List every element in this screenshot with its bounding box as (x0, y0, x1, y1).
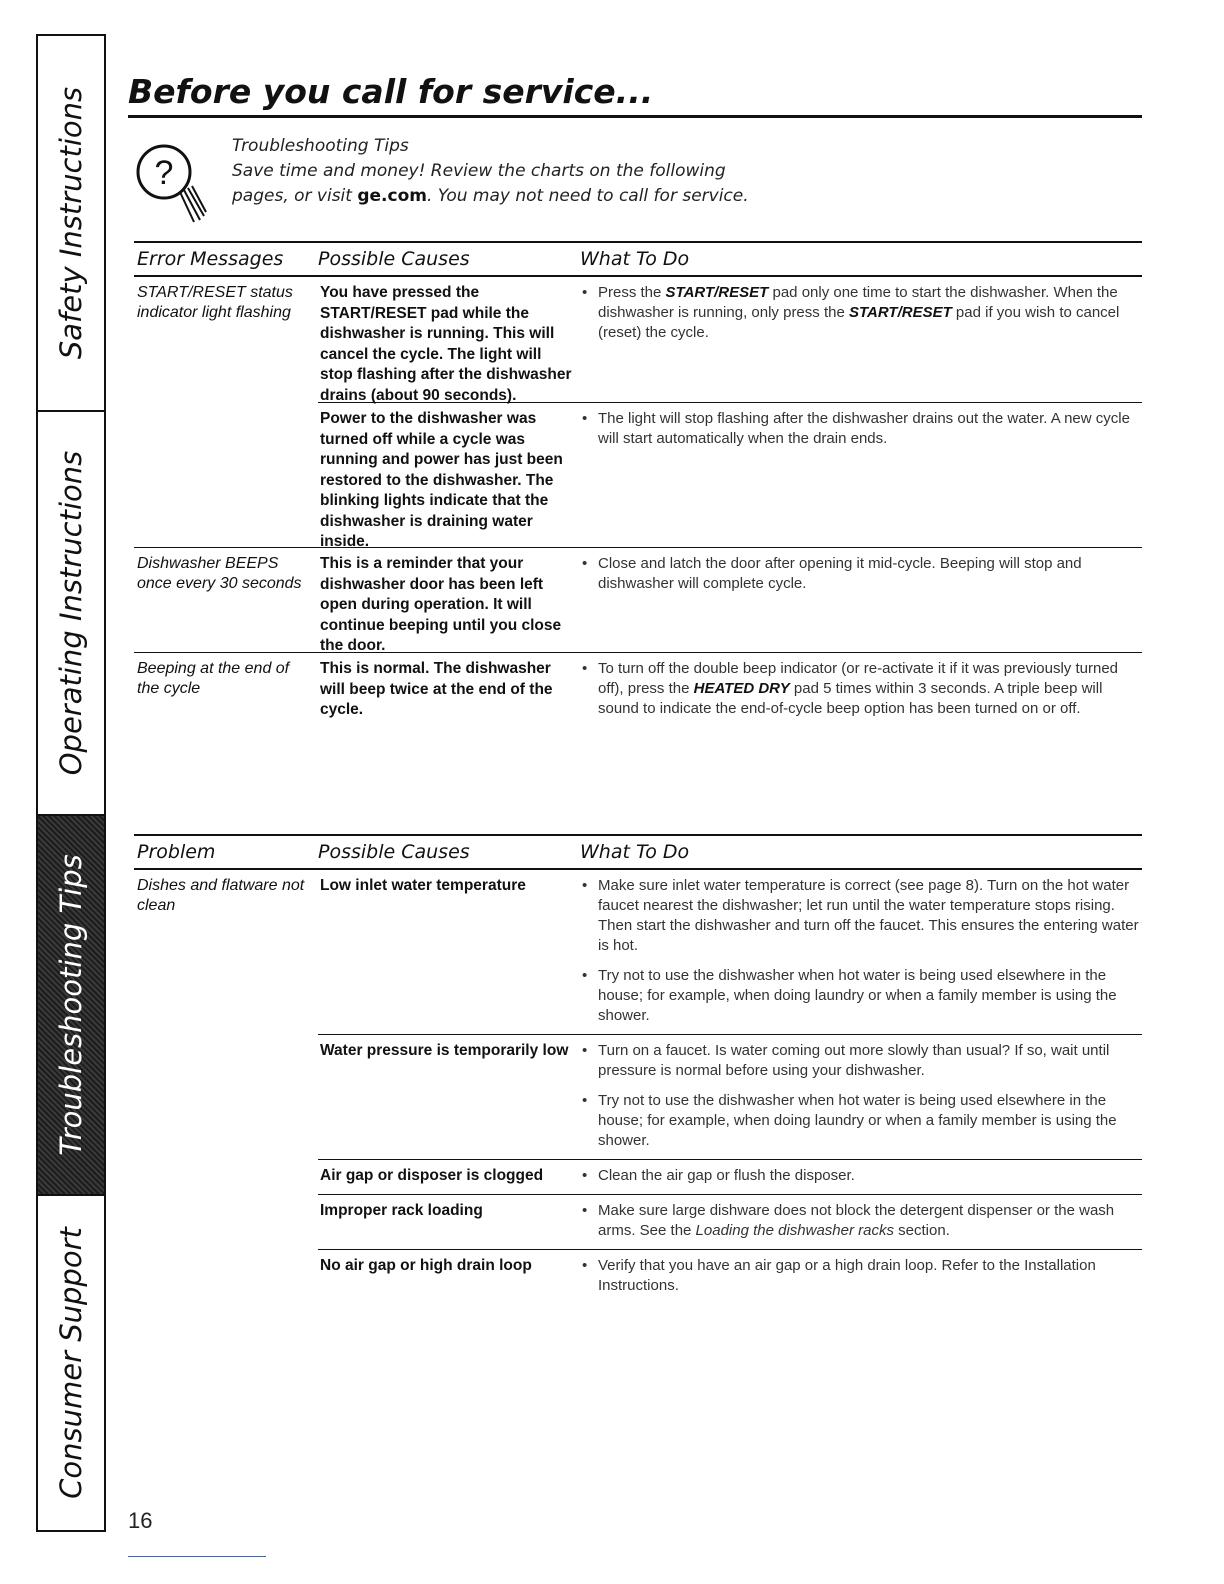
problem-group (134, 870, 1142, 1304)
tips-line-2: pages, or visit ge.com. You may not need to call for service. (232, 186, 749, 206)
bullet-text: Clean the air gap or flush the disposer. (598, 1167, 855, 1184)
tips-heading: Troubleshooting Tips (232, 136, 409, 156)
table-header (134, 834, 1142, 870)
problem-label: START/RESET status indicator light flashing (137, 284, 293, 321)
bullet-text: To turn off the double beep indicator (or re-activate it if it was previously turned off), press the (598, 660, 1118, 697)
problem-label: Dishes and flatware not clean (137, 877, 305, 914)
problem-group (134, 277, 1142, 548)
ge-link[interactable]: ge.com (357, 186, 427, 206)
column-header: Error Messages (137, 248, 284, 270)
column-header: Possible Causes (318, 841, 470, 863)
what-to-do (580, 403, 1142, 457)
column-header: Possible Causes (318, 248, 470, 270)
problem-group (134, 548, 1142, 653)
table-row (318, 1250, 1142, 1304)
bullet-item (580, 1256, 1142, 1296)
title-rule (128, 115, 1142, 118)
section-reference: Loading the dishwasher racks (695, 1222, 894, 1239)
pad-name: START/RESET (665, 284, 769, 301)
table-row (318, 548, 1142, 652)
possible-cause: Power to the dishwasher was turned off while a cycle was running and power has just been restored to the dishwasher. The blinking lights indicate that the dishwasher is draining water inside. (320, 410, 563, 550)
page-title: Before you call for service... (128, 72, 654, 111)
what-to-do (580, 870, 1142, 1034)
bullet-text: Verify that you have an air gap or a high drain loop. Refer to the Installation Instructions. (598, 1257, 1096, 1294)
bullet-text: Turn on a faucet. Is water coming out more slowly than usual? If so, wait until pressure is normal before using your dishwasher. (598, 1042, 1110, 1079)
footer-rule (128, 1556, 266, 1557)
tab-operating-instructions[interactable]: Operating Instructions (38, 412, 104, 816)
svg-text:?: ? (154, 154, 174, 192)
tab-consumer-support[interactable]: Consumer Support (54, 1227, 88, 1499)
problem-group (134, 653, 1142, 743)
what-to-do (580, 1250, 1142, 1304)
table-row (318, 653, 1142, 743)
what-to-do (580, 277, 1142, 351)
bullet-text: Try not to use the dishwasher when hot water is being used elsewhere in the house; for example, when doing laundry or when a family member is using the shower. (598, 967, 1117, 1024)
bullet-item (580, 1041, 1142, 1081)
pad-name: START/RESET (848, 304, 952, 321)
tab-safety-instructions[interactable]: Safety Instructions (38, 36, 104, 412)
table-header (134, 241, 1142, 277)
bullet-item (580, 1166, 1142, 1186)
bullet-item (580, 659, 1142, 719)
possible-cause: Low inlet water temperature (320, 877, 526, 894)
table-row (318, 870, 1142, 1035)
table-row (318, 277, 1142, 403)
possible-cause: Improper rack loading (320, 1202, 483, 1219)
what-to-do (580, 548, 1142, 602)
column-header: What To Do (580, 841, 690, 863)
problem-label: Dishwasher BEEPS once every 30 seconds (137, 555, 302, 592)
tips-line-1: Save time and money! Review the charts on the following (232, 161, 726, 181)
what-to-do (580, 1195, 1142, 1249)
bullet-text: Try not to use the dishwasher when hot water is being used elsewhere in the house; for example, when doing laundry or when a family member is using the shower. (598, 1092, 1117, 1149)
bullet-text: The light will stop flashing after the dishwasher drains out the water. A new cycle will start automatically when the drain ends. (598, 410, 1130, 447)
possible-cause: Air gap or disposer is clogged (320, 1167, 544, 1184)
tab-troubleshooting-tips[interactable]: Troubleshooting Tips (38, 816, 104, 1196)
bullet-text: pad if you wish to cancel (reset) the cycle. (598, 304, 1120, 341)
table-row (318, 1035, 1142, 1160)
column-header: What To Do (580, 248, 690, 270)
bullet-text: pad 5 times within 3 seconds. A triple beep will sound to indicate the end-of-cycle beep option has been turned on or off. (598, 680, 1103, 717)
what-to-do (580, 1160, 1142, 1194)
what-to-do (580, 1035, 1142, 1159)
question-help-icon (134, 142, 218, 232)
possible-cause: This is normal. The dishwasher will beep twice at the end of the cycle. (320, 660, 553, 718)
table-row (318, 1160, 1142, 1195)
possible-cause: You have pressed the START/RESET pad while the dishwasher is running. This will cancel the cycle. The light will stop flashing after the dishwasher drains (about 90 seconds). (320, 284, 572, 404)
possible-cause: Water pressure is temporarily low (320, 1042, 569, 1059)
bullet-text: Close and latch the door after opening it mid-cycle. Beeping will stop and dishwasher will complete cycle. (598, 555, 1082, 592)
page-number: 16 (128, 1508, 153, 1533)
what-to-do (580, 653, 1142, 727)
possible-cause: This is a reminder that your dishwasher door has been left open during operation. It will continue beeping until you close the door. (320, 555, 562, 654)
bullet-item (580, 876, 1142, 956)
problems-table (134, 834, 1142, 1304)
column-header: Problem (137, 841, 216, 863)
bullet-item (580, 966, 1142, 1026)
bullet-text: pad only one time to start the dishwasher. When the dishwasher is running, only press the (598, 284, 1118, 321)
bullet-item (580, 554, 1142, 594)
table-row (318, 403, 1142, 550)
bullet-item (580, 1201, 1142, 1241)
bullet-item (580, 409, 1142, 449)
possible-cause: No air gap or high drain loop (320, 1257, 532, 1274)
pad-name: HEATED DRY (693, 680, 790, 697)
bullet-text: Make sure inlet water temperature is correct (see page 8). Turn on the hot water faucet nearest the dishwasher; let run until the water temperature stops rising. Then start the dishwasher and turn off the faucet. This ensures the entering water is hot. (598, 877, 1139, 954)
error-messages-table (134, 241, 1142, 743)
bullet-text: Make sure large dishware does not block the detergent dispenser or the wash arms. See the (598, 1202, 1115, 1239)
bullet-text: section. (894, 1222, 950, 1239)
problem-label: Beeping at the end of the cycle (137, 660, 290, 697)
troubleshooting-tips (232, 134, 749, 209)
section-tabs (36, 34, 106, 1532)
bullet-text: Press the (598, 284, 666, 301)
bullet-item (580, 1091, 1142, 1151)
table-row (318, 1195, 1142, 1250)
bullet-item (580, 283, 1142, 343)
